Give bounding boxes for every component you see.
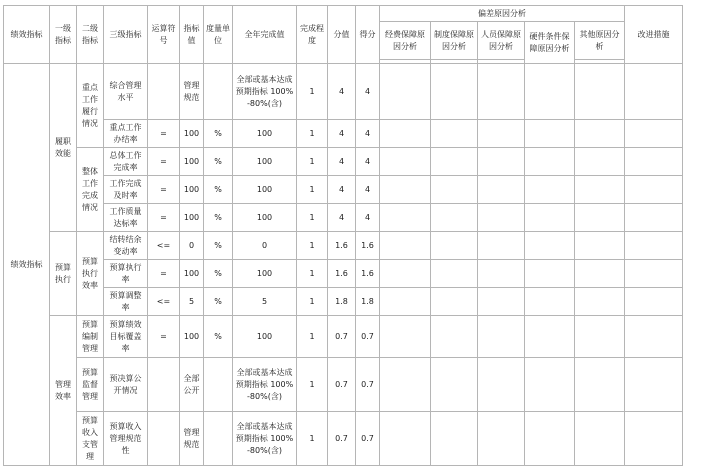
operator-cell: <=: [148, 232, 180, 260]
table-row: [4, 64, 683, 120]
operator-cell: [148, 64, 180, 120]
score-weight-cell: 0.7: [328, 412, 356, 466]
score-cell: 1.6: [356, 232, 380, 260]
header-cell: 运算符号: [148, 6, 180, 64]
target-value-cell: 管理规范: [180, 412, 204, 466]
empty-cell: [380, 316, 431, 358]
metric-name-cell: 重点工作办结率: [104, 120, 148, 148]
performance-table: [3, 5, 683, 466]
header-cell: 度量单位: [204, 6, 233, 64]
target-value-cell: 100: [180, 176, 204, 204]
actual-value-cell: 5: [233, 288, 297, 316]
deviation-subheader: 制度保障原因分析: [431, 22, 478, 60]
actual-value-cell: 全部或基本达成预期指标 100%-80%(含): [233, 64, 297, 120]
operator-cell: =: [148, 148, 180, 176]
empty-cell: [478, 260, 525, 288]
empty-cell: [380, 204, 431, 232]
empty-cell: [431, 358, 478, 412]
empty-cell: [431, 204, 478, 232]
empty-cell: [380, 358, 431, 412]
score-weight-cell: 4: [328, 148, 356, 176]
score-cell: 4: [356, 176, 380, 204]
score-cell: 4: [356, 148, 380, 176]
empty-cell: [575, 120, 625, 148]
metric-name-cell: 预算绩效目标覆盖率: [104, 316, 148, 358]
empty-cell: [625, 232, 683, 260]
operator-cell: <=: [148, 288, 180, 316]
completion-degree-cell: 1: [297, 316, 328, 358]
empty-cell: [380, 148, 431, 176]
empty-cell: [575, 64, 625, 120]
empty-cell: [625, 204, 683, 232]
indicator-group-cell: 绩效指标: [4, 64, 50, 466]
score-cell: 4: [356, 120, 380, 148]
empty-cell: [478, 204, 525, 232]
empty-cell: [431, 412, 478, 466]
score-cell: 1.8: [356, 288, 380, 316]
unit-cell: [204, 412, 233, 466]
unit-cell: %: [204, 120, 233, 148]
empty-cell: [575, 412, 625, 466]
header-cell: 三级指标: [104, 6, 148, 64]
empty-cell: [575, 358, 625, 412]
deviation-subheader: 人员保障原因分析: [478, 22, 525, 60]
unit-cell: %: [204, 232, 233, 260]
score-weight-cell: 4: [328, 64, 356, 120]
unit-cell: %: [204, 260, 233, 288]
completion-degree-cell: 1: [297, 288, 328, 316]
header-cell: 二级指标: [77, 6, 104, 64]
header-cell: 完成程度: [297, 6, 328, 64]
completion-degree-cell: 1: [297, 148, 328, 176]
header-row: [4, 6, 683, 22]
unit-cell: [204, 358, 233, 412]
actual-value-cell: 全部或基本达成预期指标 100%-80%(含): [233, 412, 297, 466]
header-cell: 分值: [328, 6, 356, 64]
level1-cell: 管理效率: [50, 316, 77, 466]
header-cell: 绩效指标: [4, 6, 50, 64]
empty-cell: [525, 176, 575, 204]
level2-cell: 预算编制管理: [77, 316, 104, 358]
score-cell: 0.7: [356, 412, 380, 466]
score-weight-cell: 1.8: [328, 288, 356, 316]
score-cell: 1.6: [356, 260, 380, 288]
empty-cell: [478, 358, 525, 412]
target-value-cell: 100: [180, 316, 204, 358]
operator-cell: =: [148, 316, 180, 358]
score-weight-cell: 4: [328, 176, 356, 204]
empty-cell: [380, 260, 431, 288]
empty-cell: [625, 260, 683, 288]
operator-cell: =: [148, 120, 180, 148]
empty-cell: [431, 64, 478, 120]
score-cell: 0.7: [356, 316, 380, 358]
score-cell: 0.7: [356, 358, 380, 412]
empty-cell: [525, 120, 575, 148]
empty-cell: [525, 64, 575, 120]
target-value-cell: 全部公开: [180, 358, 204, 412]
empty-cell: [525, 288, 575, 316]
empty-cell: [478, 232, 525, 260]
level2-cell: 预算收入支管理: [77, 412, 104, 466]
table-row: [4, 120, 683, 148]
score-weight-cell: 0.7: [328, 358, 356, 412]
table-row: [4, 232, 683, 260]
unit-cell: %: [204, 148, 233, 176]
score-weight-cell: 4: [328, 204, 356, 232]
operator-cell: =: [148, 176, 180, 204]
actual-value-cell: 100: [233, 316, 297, 358]
empty-cell: [478, 176, 525, 204]
actual-value-cell: 全部或基本达成预期指标 100%-80%(含): [233, 358, 297, 412]
operator-cell: =: [148, 260, 180, 288]
empty-cell: [478, 316, 525, 358]
metric-name-cell: 预算调整率: [104, 288, 148, 316]
empty-cell: [431, 148, 478, 176]
metric-name-cell: 总体工作完成率: [104, 148, 148, 176]
empty-cell: [525, 260, 575, 288]
metric-name-cell: 预决算公开情况: [104, 358, 148, 412]
empty-cell: [380, 64, 431, 120]
level2-cell: 预算监督管理: [77, 358, 104, 412]
level1-cell: 预算执行: [50, 232, 77, 316]
completion-degree-cell: 1: [297, 260, 328, 288]
empty-cell: [625, 288, 683, 316]
target-value-cell: 管理规范: [180, 64, 204, 120]
table-body: [4, 6, 683, 466]
empty-cell: [431, 316, 478, 358]
score-weight-cell: 0.7: [328, 316, 356, 358]
metric-name-cell: 预算执行率: [104, 260, 148, 288]
unit-cell: %: [204, 316, 233, 358]
empty-cell: [431, 120, 478, 148]
table-row: [4, 288, 683, 316]
actual-value-cell: 0: [233, 232, 297, 260]
empty-cell: [575, 288, 625, 316]
empty-cell: [575, 232, 625, 260]
empty-cell: [525, 316, 575, 358]
target-value-cell: 0: [180, 232, 204, 260]
empty-cell: [625, 148, 683, 176]
operator-cell: [148, 412, 180, 466]
target-value-cell: 5: [180, 288, 204, 316]
empty-cell: [525, 148, 575, 176]
metric-name-cell: 结转结余变动率: [104, 232, 148, 260]
header-cell: 得分: [356, 6, 380, 64]
deviation-subheader: 其他原因分析: [575, 22, 625, 60]
empty-cell: [431, 288, 478, 316]
completion-degree-cell: 1: [297, 64, 328, 120]
empty-cell: [575, 204, 625, 232]
empty-cell: [380, 412, 431, 466]
deviation-subheader: 经费保障原因分析: [380, 22, 431, 60]
empty-cell: [431, 260, 478, 288]
empty-cell: [478, 148, 525, 176]
metric-name-cell: 预算收入管理规范性: [104, 412, 148, 466]
actual-value-cell: 100: [233, 204, 297, 232]
empty-cell: [380, 120, 431, 148]
metric-name-cell: 综合管理水平: [104, 64, 148, 120]
empty-cell: [575, 260, 625, 288]
score-weight-cell: 1.6: [328, 260, 356, 288]
empty-cell: [431, 176, 478, 204]
table-row: [4, 204, 683, 232]
deviation-header: 偏差原因分析: [380, 6, 625, 22]
unit-cell: %: [204, 288, 233, 316]
empty-cell: [525, 232, 575, 260]
empty-cell: [625, 358, 683, 412]
table-row: [4, 316, 683, 358]
empty-cell: [478, 64, 525, 120]
empty-cell: [625, 412, 683, 466]
completion-degree-cell: 1: [297, 412, 328, 466]
empty-cell: [625, 64, 683, 120]
empty-cell: [478, 412, 525, 466]
header-cell: 指标值: [180, 6, 204, 64]
table-row: [4, 176, 683, 204]
operator-cell: =: [148, 204, 180, 232]
completion-degree-cell: 1: [297, 358, 328, 412]
table-row: [4, 412, 683, 466]
level2-cell: 整体工作完成情况: [77, 148, 104, 232]
target-value-cell: 100: [180, 260, 204, 288]
empty-cell: [575, 316, 625, 358]
level2-cell: 重点工作履行情况: [77, 64, 104, 148]
score-cell: 4: [356, 204, 380, 232]
empty-cell: [525, 204, 575, 232]
completion-degree-cell: 1: [297, 204, 328, 232]
target-value-cell: 100: [180, 148, 204, 176]
empty-cell: [380, 176, 431, 204]
level1-cell: 履职效能: [50, 64, 77, 232]
empty-cell: [431, 232, 478, 260]
empty-cell: [625, 120, 683, 148]
score-weight-cell: 1.6: [328, 232, 356, 260]
metric-name-cell: 工作质量达标率: [104, 204, 148, 232]
header-cell: 一级指标: [50, 6, 77, 64]
completion-degree-cell: 1: [297, 232, 328, 260]
empty-cell: [380, 288, 431, 316]
empty-cell: [625, 316, 683, 358]
deviation-subheader: 硬件条件保障原因分析: [525, 22, 575, 64]
header-cell: 全年完成值: [233, 6, 297, 64]
target-value-cell: 100: [180, 120, 204, 148]
empty-cell: [478, 288, 525, 316]
unit-cell: %: [204, 176, 233, 204]
table-row: [4, 358, 683, 412]
score-cell: 4: [356, 64, 380, 120]
level2-cell: 预算执行效率: [77, 232, 104, 316]
unit-cell: [204, 64, 233, 120]
empty-cell: [380, 232, 431, 260]
completion-degree-cell: 1: [297, 176, 328, 204]
operator-cell: [148, 358, 180, 412]
actual-value-cell: 100: [233, 148, 297, 176]
target-value-cell: 100: [180, 204, 204, 232]
actual-value-cell: 100: [233, 176, 297, 204]
completion-degree-cell: 1: [297, 120, 328, 148]
actual-value-cell: 100: [233, 120, 297, 148]
header-cell: 改进措施: [625, 6, 683, 64]
empty-cell: [625, 176, 683, 204]
empty-cell: [478, 120, 525, 148]
empty-cell: [575, 176, 625, 204]
empty-cell: [525, 358, 575, 412]
unit-cell: %: [204, 204, 233, 232]
table-row: [4, 148, 683, 176]
empty-cell: [575, 148, 625, 176]
table-row: [4, 260, 683, 288]
actual-value-cell: 100: [233, 260, 297, 288]
empty-cell: [525, 412, 575, 466]
score-weight-cell: 4: [328, 120, 356, 148]
metric-name-cell: 工作完成及时率: [104, 176, 148, 204]
